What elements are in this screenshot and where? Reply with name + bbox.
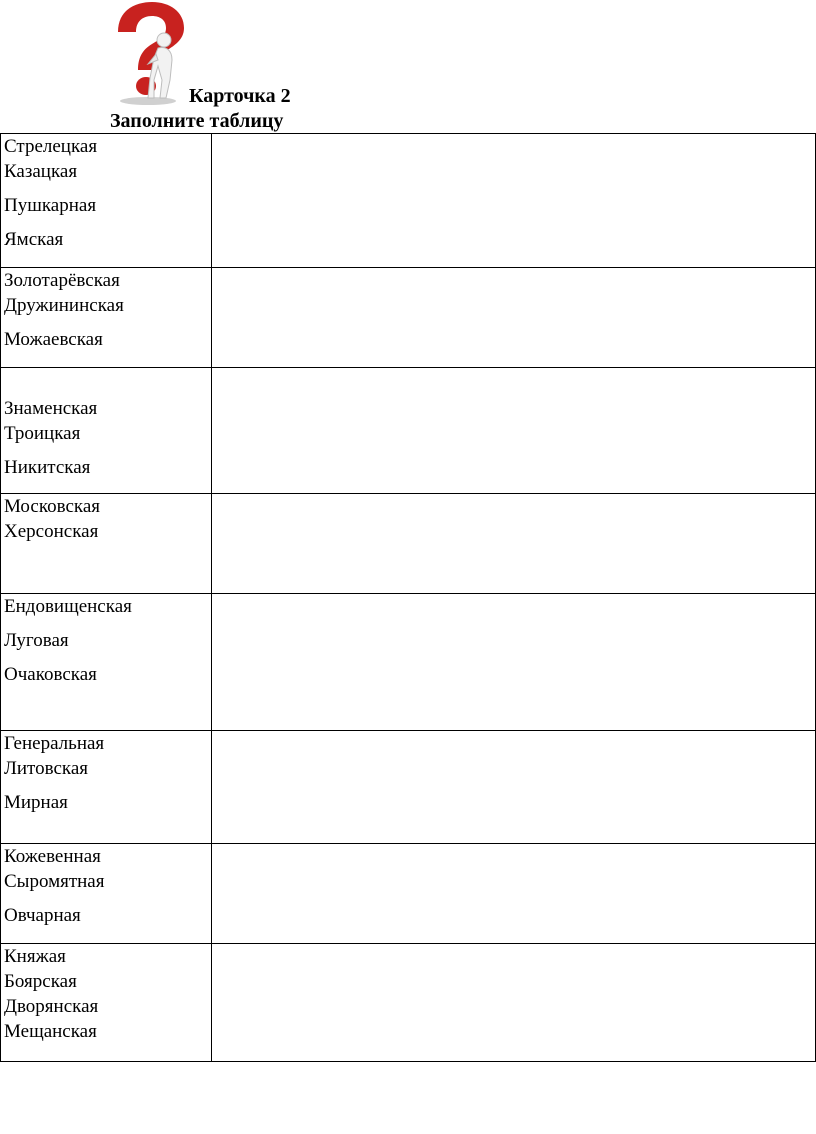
street-name: Ендовищенская bbox=[4, 596, 132, 617]
answer-cell[interactable] bbox=[212, 268, 816, 368]
table-row bbox=[1, 731, 816, 844]
street-names-cell bbox=[1, 594, 212, 731]
street-name: Литовская bbox=[4, 758, 89, 779]
street-name: Кожевенная bbox=[4, 846, 101, 867]
answer-cell[interactable] bbox=[212, 594, 816, 731]
street-name: Боярская bbox=[4, 971, 77, 992]
street-name: Пушкарная bbox=[4, 195, 97, 216]
street-name: Дружининская bbox=[4, 295, 124, 316]
street-name: Луговая bbox=[4, 630, 69, 651]
street-name: Можаевская bbox=[4, 329, 103, 350]
street-names-cell bbox=[1, 944, 212, 1062]
table-row bbox=[1, 134, 816, 268]
street-name: Княжая bbox=[4, 946, 66, 967]
street-name: Херсонская bbox=[4, 521, 99, 542]
street-name: Московская bbox=[4, 496, 101, 517]
table-row bbox=[1, 494, 816, 594]
street-names-cell bbox=[1, 368, 212, 494]
table-row bbox=[1, 594, 816, 731]
question-mark-figure-icon bbox=[108, 0, 190, 106]
street-name: Стрелецкая bbox=[4, 136, 98, 157]
street-name: Казацкая bbox=[4, 161, 78, 182]
table-row bbox=[1, 268, 816, 368]
street-name: Мирная bbox=[4, 792, 68, 813]
street-names-cell bbox=[1, 844, 212, 944]
table-row bbox=[1, 844, 816, 944]
street-names-cell bbox=[1, 494, 212, 594]
table-row bbox=[1, 944, 816, 1062]
street-name: Знаменская bbox=[4, 398, 98, 419]
table-row bbox=[1, 368, 816, 494]
street-name: Генеральная bbox=[4, 733, 105, 754]
street-name: Никитская bbox=[4, 457, 91, 478]
street-names-cell bbox=[1, 731, 212, 844]
street-name: Троицкая bbox=[4, 423, 81, 444]
street-name: Сыромятная bbox=[4, 871, 105, 892]
answer-cell[interactable] bbox=[212, 368, 816, 494]
answer-cell[interactable] bbox=[212, 731, 816, 844]
street-name: Золотарёвская bbox=[4, 270, 120, 291]
street-names-cell bbox=[1, 268, 212, 368]
card-header bbox=[0, 0, 816, 134]
street-name: Очаковская bbox=[4, 664, 97, 685]
answer-cell[interactable] bbox=[212, 944, 816, 1062]
street-name: Ямская bbox=[4, 229, 64, 250]
street-table bbox=[0, 133, 816, 1062]
answer-cell[interactable] bbox=[212, 494, 816, 594]
answer-cell[interactable] bbox=[212, 134, 816, 268]
card-instruction: Заполните таблицу bbox=[110, 110, 284, 132]
street-name: Мещанская bbox=[4, 1021, 97, 1042]
street-name: Овчарная bbox=[4, 905, 81, 926]
street-name: Дворянская bbox=[4, 996, 99, 1017]
card-title: Карточка 2 bbox=[189, 85, 291, 107]
answer-cell[interactable] bbox=[212, 844, 816, 944]
street-names-cell bbox=[1, 134, 212, 268]
